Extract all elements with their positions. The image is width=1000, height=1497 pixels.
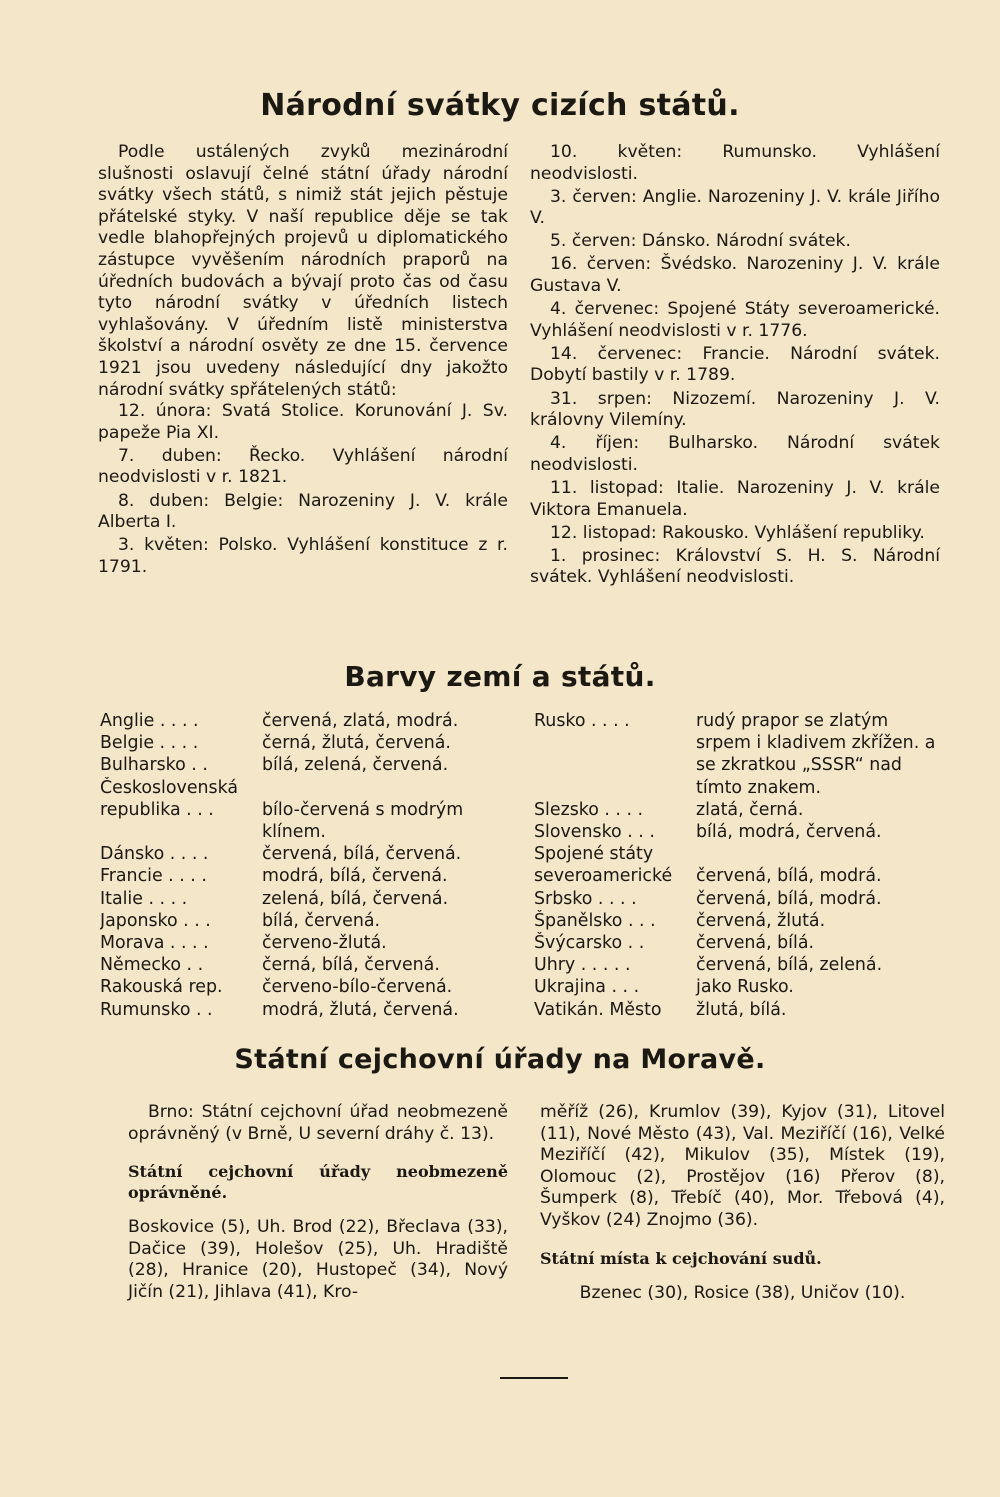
holidays-left-column xyxy=(98,142,508,580)
color-row xyxy=(534,710,944,799)
color-row xyxy=(534,799,944,821)
gauging-right-column xyxy=(540,1102,945,1304)
holiday-item: 14. červenec: Francie. Národní svátek. Dobytí bastily v r. 1789. xyxy=(530,343,940,386)
holiday-item: 10. květen: Rumunsko. Vyhlášení neodvislosti. xyxy=(530,142,940,184)
country-colors: červená, bílá, zelená. xyxy=(696,955,883,976)
end-rule xyxy=(500,1377,568,1379)
section-title-colors: Barvy zemí a států. xyxy=(344,660,656,693)
barrel-gauging-places: Bzenec (30), Rosice (38), Uničov (10). xyxy=(579,1282,906,1303)
section-title-holidays: Národní svátky cizích států. xyxy=(260,88,740,123)
holiday-item: 12. listopad: Rakousko. Vyhlášení republiky. xyxy=(550,522,925,543)
country-name: Československá xyxy=(100,777,239,798)
color-row xyxy=(100,732,510,754)
country-name: Italie . . . . xyxy=(100,888,188,909)
country-name: Bulharsko . . xyxy=(100,755,208,776)
country-name: Ukrajina . . . xyxy=(534,977,640,998)
country-colors: červená, bílá. xyxy=(696,933,815,954)
color-row xyxy=(100,754,510,776)
country-name: Švýcarsko . . xyxy=(534,933,645,954)
color-row xyxy=(534,932,944,954)
holiday-item: 16. červen: Švédsko. Narozeniny J. V. krále Gustava V. xyxy=(530,254,940,297)
gauging-left-column xyxy=(128,1102,508,1304)
country-name: Francie . . . . xyxy=(100,866,207,887)
holiday-item: 8. duben: Belgie: Narozeniny J. V. krále Alberta I. xyxy=(98,490,508,533)
color-row xyxy=(534,999,944,1021)
holiday-item: 4. říjen: Bulharsko. Národní svátek neodvislosti. xyxy=(530,433,940,475)
country-colors xyxy=(696,843,944,865)
holiday-item: 12. února: Svatá Stolice. Korunování J. Sv. papeže Pia XI. xyxy=(98,401,508,443)
color-row xyxy=(100,910,510,932)
holidays-right-column xyxy=(530,142,940,590)
country-colors: zlatá, černá. xyxy=(696,799,804,820)
country-name: Španělsko . . . xyxy=(534,910,656,931)
color-row xyxy=(100,710,510,732)
country-colors xyxy=(262,777,510,799)
color-row xyxy=(534,865,944,887)
offices-list-left: Boskovice (5), Uh. Brod (22), Břeclava (33), Dačice (39), Holešov (25), Uh. Hradiště (28), Hranice (20), Hustopeč (34), Nový Jičín (21), Jihlava (41), Kro- xyxy=(128,1217,508,1302)
holiday-item: 3. červen: Anglie. Narozeniny J. V. krále Jiřího V. xyxy=(530,186,940,229)
subheading-unlimited-offices: Státní cejchovní úřady neobmezeně oprávněné. xyxy=(128,1162,508,1203)
color-row xyxy=(100,888,510,910)
section-title-gauging: Státní cejchovní úřady na Moravě. xyxy=(234,1044,766,1075)
country-name: severoamerické xyxy=(534,866,673,887)
country-colors: zelená, bílá, červená. xyxy=(262,888,449,909)
country-name: Uhry . . . . . xyxy=(534,955,631,976)
color-row xyxy=(100,954,510,976)
holiday-item: 3. květen: Polsko. Vyhlášení konstituce z r. 1791. xyxy=(98,535,508,577)
country-colors: jako Rusko. xyxy=(696,977,794,998)
country-colors: červeno-bílo-červená. xyxy=(262,977,453,998)
color-row xyxy=(100,843,510,865)
country-colors: černá, žlutá, červená. xyxy=(262,733,451,754)
color-row xyxy=(100,865,510,887)
country-name: Dánsko . . . . xyxy=(100,844,209,865)
holiday-item: 7. duben: Řecko. Vyhlášení národní neodvislosti v r. 1821. xyxy=(98,445,508,488)
holiday-item: 11. listopad: Italie. Narozeniny J. V. krále Viktora Emanuela. xyxy=(530,477,940,520)
country-name: Anglie . . . . xyxy=(100,711,199,731)
offices-list-right: měříž (26), Krumlov (39), Kyjov (31), Litovel (11), Nové Město (43), Val. Meziříčí (16), Velké Meziříčí (42), Mikulov (35), Místek (19), Olomouc (2), Prostějov (16) Přerov (8), Šumperk (8), Třebíč (40), Mor. Třebová (4), Vyškov (24) Znojmo (36). xyxy=(540,1102,945,1230)
country-colors: černá, bílá, červená. xyxy=(262,955,440,976)
country-colors: červená, bílá, modrá. xyxy=(696,888,882,909)
holiday-item: 31. srpen: Nizozemí. Narozeniny J. V. královny Vilemíny. xyxy=(530,388,940,431)
country-colors: rudý prapor se zlatým srpem i kladivem zkřížen. a se zkratkou „SSSR“ nad tímto znakem. xyxy=(696,711,936,798)
colors-left-table xyxy=(100,710,510,1021)
country-colors: červená, bílá, červená. xyxy=(262,844,462,865)
country-name: Rumunsko . . xyxy=(100,999,213,1020)
color-row xyxy=(100,777,510,799)
country-colors: bílá, zelená, červená. xyxy=(262,755,449,776)
country-name: Slovensko . . . xyxy=(534,822,655,843)
color-row xyxy=(534,976,944,998)
color-row xyxy=(100,932,510,954)
country-colors: bílá, červená. xyxy=(262,910,381,931)
country-name: Srbsko . . . . xyxy=(534,888,637,909)
country-colors: bílá, modrá, červená. xyxy=(696,822,882,843)
country-colors: červená, zlatá, modrá. xyxy=(262,711,459,731)
country-colors: modrá, žlutá, červená. xyxy=(262,999,459,1020)
colors-right-table xyxy=(534,710,944,1021)
country-colors: červená, bílá, modrá. xyxy=(696,866,882,887)
country-colors: modrá, bílá, červená. xyxy=(262,866,448,887)
country-name: Slezsko . . . . xyxy=(534,799,644,820)
country-colors: žlutá, bílá. xyxy=(696,999,787,1020)
holiday-item: 4. červenec: Spojené Státy severoamerické. Vyhlášení neodvislosti v r. 1776. xyxy=(530,299,940,341)
holiday-item: 5. červen: Dánsko. Národní svátek. xyxy=(550,231,851,252)
color-row xyxy=(534,954,944,976)
color-row xyxy=(534,821,944,843)
country-name: Německo . . xyxy=(100,955,204,976)
holidays-intro: Podle ustálených zvyků mezinárodní slušnosti oslavují čelné státní úřady národní svátky všech států, s nimiž stát jejich pěstuje přátelské styky. V naší republice děje se tak vedle blahopřejných projevů u diplomatického zástupce vyvěšením národních praporů na úředních budovách a bývají proto čas od času tyto národní svátky v úředních listech vyhlašovány. V úředním listě ministerstva školství a národní osvěty ze dne 15. července 1921 jsou uvedeny následující dny jakožto národní svátky spřátelených států: xyxy=(98,142,508,400)
country-name: Vatikán. Město xyxy=(534,999,662,1020)
color-row xyxy=(100,999,510,1021)
country-name: republika . . . xyxy=(100,799,214,820)
country-name: Belgie . . . . xyxy=(100,733,199,754)
color-row xyxy=(100,976,510,998)
color-row xyxy=(534,888,944,910)
subheading-barrel-gauging: Státní místa k cejchování sudů. xyxy=(540,1248,822,1268)
country-colors: bílo-červená s modrým klínem. xyxy=(262,799,464,843)
country-name: Rakouská rep. xyxy=(100,977,223,998)
country-name: Rusko . . . . xyxy=(534,711,630,731)
color-row xyxy=(100,799,510,843)
country-colors: červeno-žlutá. xyxy=(262,933,387,954)
country-name: Japonsko . . . xyxy=(100,910,211,931)
color-row xyxy=(534,843,944,865)
color-row xyxy=(534,910,944,932)
country-name: Spojené státy xyxy=(534,844,654,865)
brno-office: Brno: Státní cejchovní úřad neobmezeně oprávněný (v Brně, U severní dráhy č. 13). xyxy=(128,1102,508,1144)
country-colors: červená, žlutá. xyxy=(696,910,826,931)
holiday-item: 1. prosinec: Království S. H. S. Národní svátek. Vyhlášení neodvislosti. xyxy=(530,545,940,588)
country-name: Morava . . . . xyxy=(100,933,209,954)
